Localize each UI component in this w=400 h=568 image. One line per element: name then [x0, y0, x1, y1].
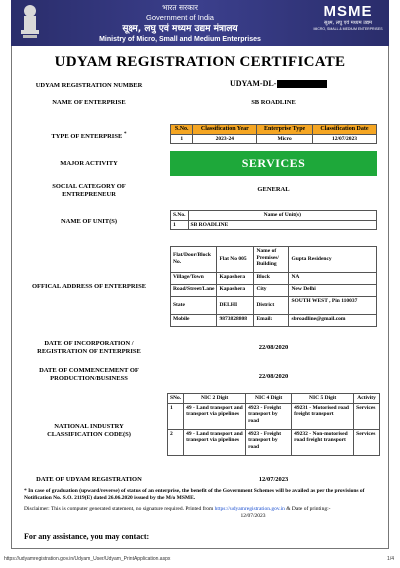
table-row	[168, 429, 380, 455]
table-cell: Mobile	[171, 315, 217, 327]
national-emblem-icon	[17, 3, 43, 41]
note-star: *	[24, 488, 27, 494]
enterprise-type-label	[14, 130, 164, 141]
table-cell: 1	[171, 134, 193, 144]
table-row	[171, 273, 377, 285]
commencement-label-line2: PRODUCTION/BUSINESS	[50, 375, 128, 382]
graduation-note	[24, 488, 382, 502]
table-cell: 4923 - Freight transport by road	[246, 403, 292, 429]
table-cell: Block	[254, 273, 289, 285]
table-cell: Gupta Residency	[289, 247, 377, 273]
table-header-cell: NIC 2 Digit	[184, 394, 246, 404]
table-cell: 1	[171, 220, 189, 230]
table-header-cell: NIC 5 Digit	[292, 394, 354, 404]
hindi-ministry: सूक्ष्म, लघु एवं मध्यम उद्यम मंत्रालय	[122, 24, 238, 34]
table-cell: 49 - Land transport and transport via pipelines	[184, 403, 246, 429]
table-cell: sbroadline@gmail.com	[289, 315, 377, 327]
table-cell: Road/Street/Lane	[171, 285, 217, 297]
social-category-value: GENERAL	[257, 186, 290, 193]
table-cell: 49232 - Non-motorised road freight transport	[292, 429, 354, 455]
nic-label	[14, 423, 164, 439]
nic-label-line1: NATIONAL INDUSTRY	[54, 423, 124, 430]
reg-date-value: 12/07/2023	[258, 476, 289, 483]
official-address-label: OFFICAL ADDRESS OF ENTERPRISE	[31, 283, 147, 290]
table-cell: NA	[289, 273, 377, 285]
table-header-cell: Classification Date	[312, 125, 376, 135]
commencement-value: 22/08/2020	[258, 373, 289, 380]
assistance-text: For any assistance, you may contact:	[24, 532, 150, 541]
table-header-row	[168, 394, 380, 404]
table-row	[168, 403, 380, 429]
table-cell: State	[171, 297, 217, 315]
table-cell: City	[254, 285, 289, 297]
units-table	[170, 210, 377, 230]
table-header-row	[171, 211, 377, 221]
msme-logo-sub: MICRO, SMALL & MEDIUM ENTERPRISES	[313, 27, 383, 31]
table-cell: 2	[168, 429, 184, 455]
table-header-cell: S.No.	[171, 125, 193, 135]
table-cell: Kapashera	[217, 273, 254, 285]
table-cell: Flat/Door/Block No.	[171, 247, 217, 273]
table-cell: Micro	[257, 134, 313, 144]
english-government: Government of India	[146, 13, 214, 22]
footer-url: https://udyamregistration.gov.in/Udyam_User/Udyam_PrintApplication.aspx	[4, 556, 171, 562]
table-cell: 2023-24	[193, 134, 257, 144]
reg-number-value	[230, 80, 327, 88]
disclaimer	[24, 506, 382, 520]
table-cell: DELHI	[217, 297, 254, 315]
table-cell: Kapashera	[217, 285, 254, 297]
social-category-label-line1: SOCIAL CATEGORY OF	[52, 183, 126, 190]
table-cell: 9873828808	[217, 315, 254, 327]
redacted-block	[277, 80, 327, 88]
social-category-label-line2: ENTREPRENEUR	[62, 191, 116, 198]
table-cell: Name of Premises/ Building	[254, 247, 289, 273]
table-cell: 4923 - Freight transport by road	[246, 429, 292, 455]
major-activity-label: MAJOR ACTIVITY	[60, 160, 118, 167]
certificate-title: UDYAM REGISTRATION CERTIFICATE	[54, 54, 346, 70]
table-cell: 12/07/2023	[312, 134, 376, 144]
english-ministry: Ministry of Micro, Small and Medium Enterprises	[99, 36, 261, 43]
nic-table	[167, 393, 380, 456]
page-number: 1/4	[387, 556, 394, 562]
social-category-label	[14, 183, 164, 199]
table-cell: Village/Town	[171, 273, 217, 285]
table-cell: 49231 - Motorised road freight transport	[292, 403, 354, 429]
incorporation-label	[14, 340, 164, 356]
table-cell: 49 - Land transport and transport via pipelines	[184, 429, 246, 455]
msme-logo-hindi: सूक्ष्म, लघु एवं मध्यम उद्यम	[323, 20, 373, 26]
graduation-note-text: In case of graduation (upward/reverse) of status of an enterprise, the benefit of the Government Schemes will be availed as per the provisions of Notification No. S.O. 2119(E) dated 26.06.2020 issued by the M/o MSME.	[24, 488, 365, 501]
reg-date-label: DATE OF UDYAM REGISTRATION	[36, 476, 142, 483]
enterprise-name-value: SB ROADLINE	[251, 99, 296, 106]
address-table	[170, 246, 377, 327]
table-header-cell: SNo.	[168, 394, 184, 404]
enterprise-type-table	[170, 124, 377, 144]
enterprise-type-mark: *	[123, 131, 127, 137]
table-cell: Email:	[254, 315, 289, 327]
table-row	[171, 297, 377, 315]
table-cell: Services	[354, 429, 380, 455]
table-header-cell: Name of Unit(s)	[188, 211, 376, 221]
table-header-row	[171, 125, 377, 135]
msme-logo	[313, 4, 383, 32]
print-footer	[4, 556, 394, 562]
disclaimer-suffix: & Date of printing:-	[286, 506, 331, 512]
incorporation-label-line2: REGISTRATION OF ENTERPRISE	[37, 348, 141, 355]
table-cell: District	[254, 297, 289, 315]
table-header-cell: Enterprise Type	[257, 125, 313, 135]
table-row	[171, 134, 377, 144]
hindi-government: भारत सरकार	[162, 3, 198, 12]
table-row	[171, 315, 377, 327]
enterprise-type-label-text: TYPE OF ENTERPRISE	[51, 133, 123, 141]
commencement-label	[14, 367, 164, 383]
ministry-banner	[11, 0, 389, 46]
disclaimer-link[interactable]: https://udyamregistration.gov.in	[214, 506, 285, 512]
major-activity-value: SERVICES	[170, 151, 377, 176]
table-row	[171, 285, 377, 297]
table-header-cell: Classification Year	[193, 125, 257, 135]
table-cell: Flat No 005	[217, 247, 254, 273]
units-label: NAME OF UNIT(S)	[60, 218, 118, 225]
disclaimer-prefix: Disclaimer: This is computer generated statement, no signature required. Printed from	[24, 506, 214, 512]
incorporation-label-line1: DATE OF INCORPORATION /	[44, 340, 134, 347]
table-cell: SOUTH WEST , Pin 110037	[289, 297, 377, 315]
print-date: 12/07/2023	[240, 513, 266, 519]
table-cell: SB ROADLINE	[188, 220, 376, 230]
table-cell: New Delhi	[289, 285, 377, 297]
table-header-cell: Activity	[354, 394, 380, 404]
banner-text	[51, 3, 309, 44]
table-cell: 1	[168, 403, 184, 429]
enterprise-name-label: NAME OF ENTERPRISE	[52, 99, 126, 106]
commencement-label-line1: DATE OF COMMENCEMENT OF	[39, 367, 139, 374]
table-row	[171, 247, 377, 273]
table-row	[171, 220, 377, 230]
nic-label-line2: CLASSIFICATION CODE(S)	[47, 431, 131, 438]
table-cell: Services	[354, 403, 380, 429]
table-header-cell: NIC 4 Digit	[246, 394, 292, 404]
table-header-cell: S.No.	[171, 211, 189, 221]
reg-number-text: UDYAM-DL-	[230, 79, 277, 88]
reg-number-label: UDYAM REGISTRATION NUMBER	[35, 82, 143, 89]
msme-logo-text: MSME	[323, 3, 373, 20]
incorporation-value: 22/08/2020	[258, 344, 289, 351]
